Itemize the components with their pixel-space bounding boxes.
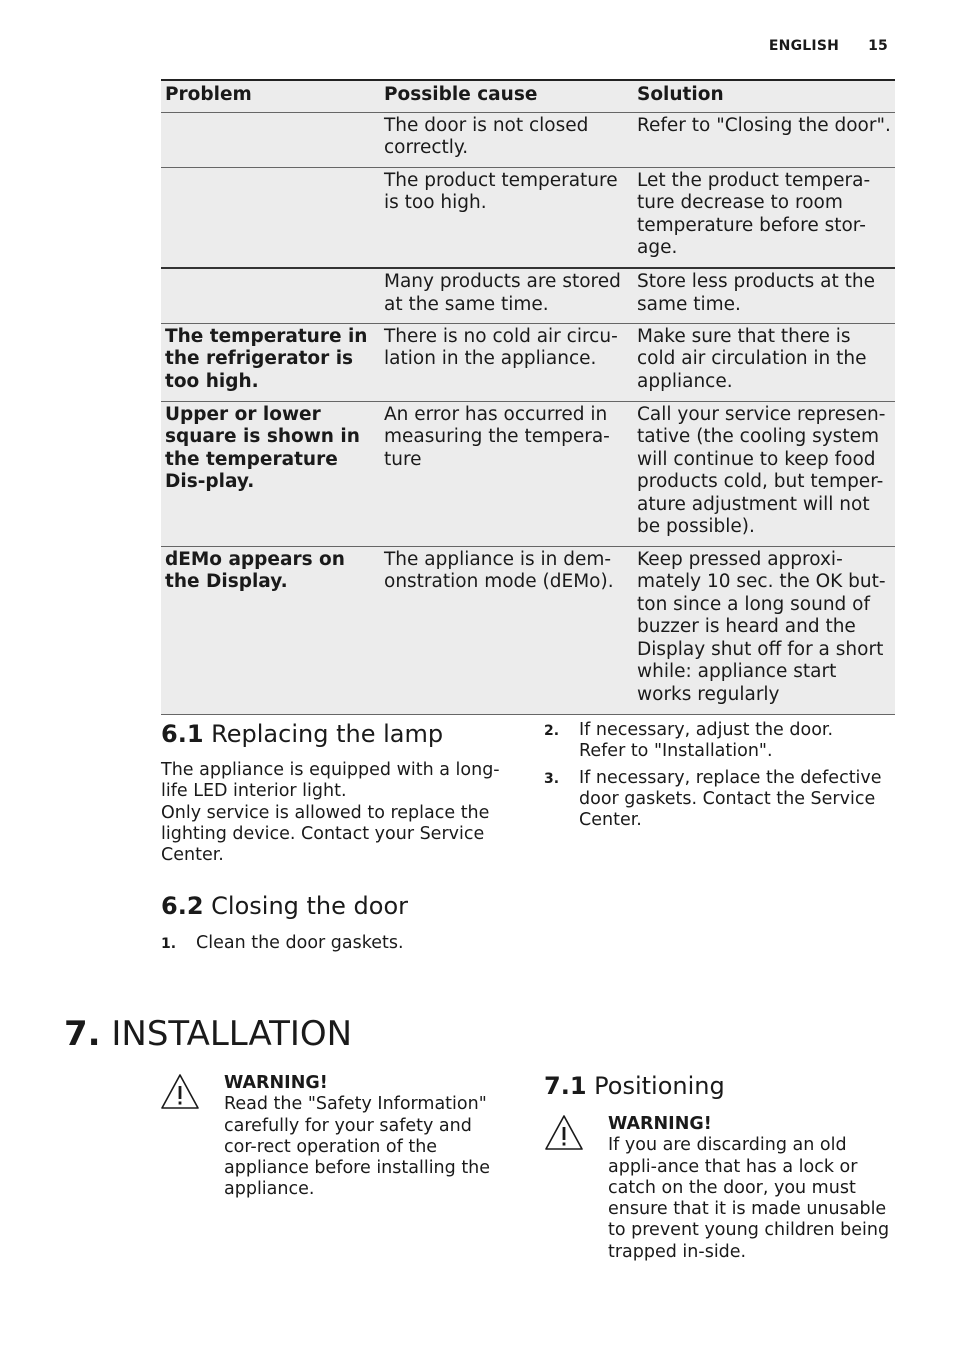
cell-problem: Upper or lower square is shown in the temperature Dis-play. [161, 401, 380, 546]
step-text: Clean the door gaskets. [196, 933, 404, 953]
cell-problem [161, 167, 380, 268]
section-number: 6.2 [161, 892, 204, 920]
list-item [161, 933, 506, 957]
table-header-row [161, 80, 895, 112]
cell-solution: Store less products at the same time. [633, 268, 895, 323]
section-7-1-heading [544, 1071, 725, 1101]
table-row [161, 268, 895, 323]
warning-triangle-icon [544, 1114, 584, 1152]
section-6-1-body [161, 760, 506, 866]
section-number: 6.1 [161, 720, 204, 748]
cell-cause: The door is not closed correctly. [380, 112, 633, 167]
cell-problem: dEMo appears on the Display. [161, 546, 380, 714]
column-header-solution: Solution [633, 80, 895, 112]
column-header-problem: Problem [161, 80, 380, 112]
chapter-title: INSTALLATION [111, 1014, 353, 1054]
step-text: If necessary, adjust the door. Refer to "Installation". [579, 720, 834, 761]
section-number: 7.1 [544, 1072, 587, 1100]
cell-cause: An error has occurred in measuring the tempera-ture [380, 401, 633, 546]
cell-problem: The temperature in the refrigerator is too high. [161, 323, 380, 401]
troubleshooting-table [161, 79, 895, 715]
warning-heading: WARNING! [224, 1073, 328, 1093]
warning-triangle-icon [160, 1073, 200, 1111]
warning-text: If you are discarding an old appli-ance that has a lock or catch on the door, you must ensure that it is made unusable to prevent young children being trapped in-side. [608, 1135, 890, 1262]
table-row [161, 167, 895, 268]
list-item [544, 768, 884, 834]
step-number: 3. [544, 771, 560, 787]
table-row [161, 112, 895, 167]
cell-solution: Make sure that there is cold air circulation in the appliance. [633, 323, 895, 401]
cell-problem [161, 268, 380, 323]
table-row [161, 546, 895, 714]
positioning-warning [544, 1114, 896, 1274]
cell-solution: Refer to "Closing the door". [633, 112, 895, 167]
cell-solution: Let the product tempera-ture decrease to room temperature before stor-age. [633, 167, 895, 268]
column-header-cause: Possible cause [380, 80, 633, 112]
paragraph: Only service is allowed to replace the lighting device. Contact your Service Center. [161, 802, 490, 866]
cell-cause: There is no cold air circu-lation in the appliance. [380, 323, 633, 401]
page-header [769, 38, 888, 54]
cell-solution: Call your service represen-tative (the cooling system will continue to keep food products cold, but temper-ature adjustment will not be possible). [633, 401, 895, 546]
step-number: 1. [161, 936, 177, 952]
page-number: 15 [868, 38, 888, 54]
section-title: Positioning [594, 1072, 725, 1100]
cell-solution: Keep pressed approxi-mately 10 sec. the OK but-ton since a long sound of buzzer is heard and the Display shut off for a short while: appliance start works regularly [633, 546, 895, 714]
cell-problem [161, 112, 380, 167]
section-title: Replacing the lamp [211, 720, 444, 748]
list-item [544, 720, 884, 766]
warning-heading: WARNING! [608, 1114, 712, 1134]
warning-text: Read the "Safety Information" carefully for your safety and cor-rect operation of the appliance before installing the appliance. [224, 1094, 491, 1200]
installation-warning [160, 1073, 510, 1200]
language-label: ENGLISH [768, 38, 840, 54]
table-row [161, 401, 895, 546]
chapter-7-heading [64, 1012, 352, 1056]
cell-cause: The appliance is in dem-onstration mode (dEMo). [380, 546, 633, 714]
section-6-1-heading [161, 719, 443, 749]
section-title: Closing the door [211, 892, 408, 920]
cell-cause: Many products are stored at the same time. [380, 268, 633, 323]
chapter-number: 7. [64, 1014, 101, 1054]
table-row [161, 323, 895, 401]
paragraph: The appliance is equipped with a long-life LED interior light. [161, 760, 500, 802]
step-text: If necessary, replace the defective door gaskets. Contact the Service Center. [579, 768, 882, 830]
section-6-2-heading [161, 891, 408, 921]
cell-cause: The product temperature is too high. [380, 167, 633, 268]
step-number: 2. [544, 723, 560, 739]
